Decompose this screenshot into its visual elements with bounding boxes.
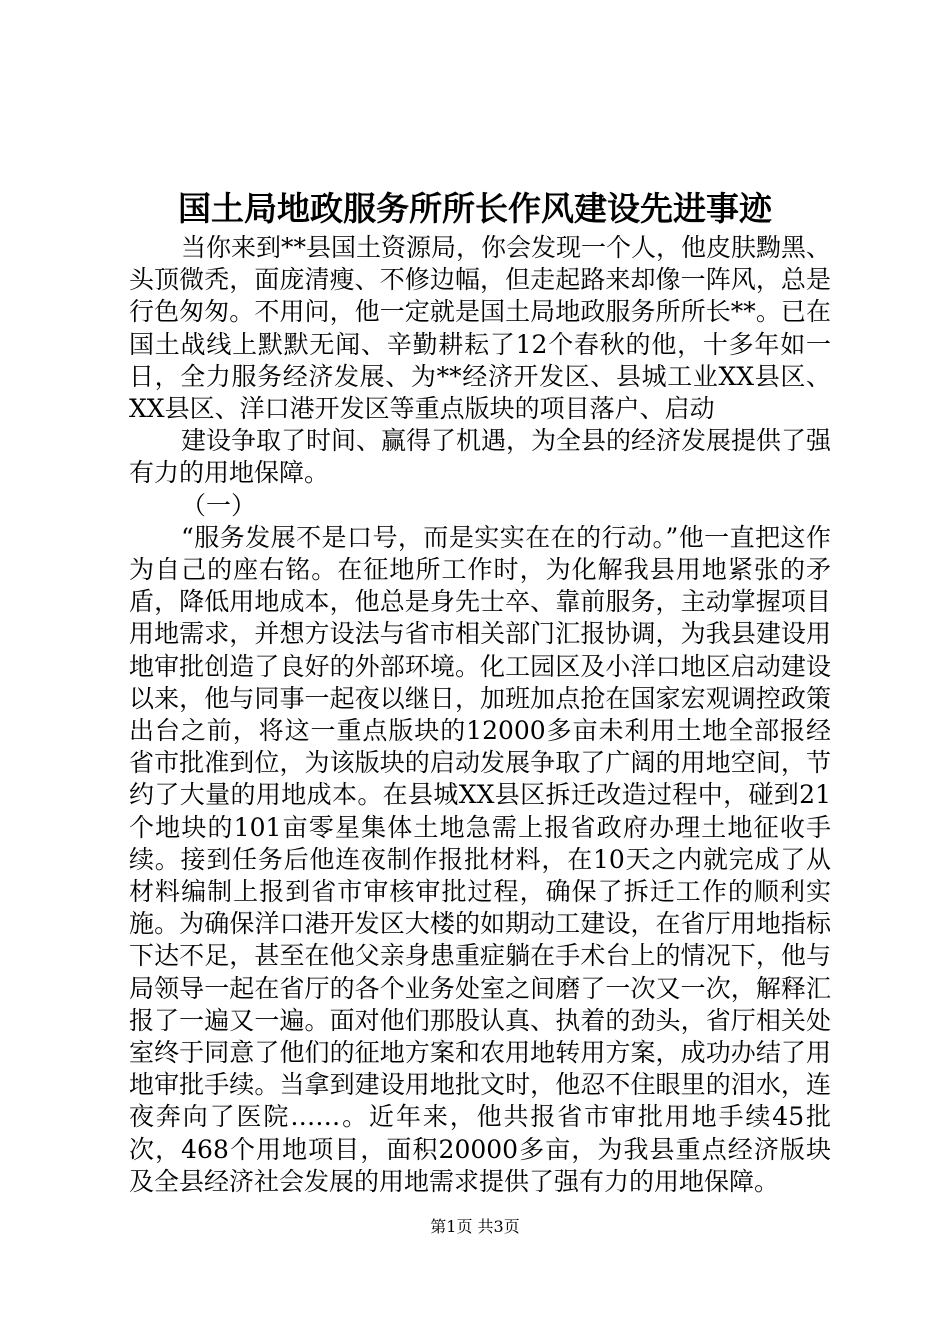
document-body: [129, 232, 831, 1198]
section-heading-one: （一）: [181, 490, 257, 520]
document-title: 国土局地政服务所所长作风建设先进事迹: [178, 189, 772, 228]
paragraph-intro: 当你来到**县国土资源局，你会发现一个人，他皮肤黝黑、头顶微秃，面庞清瘦、不修边幅，但走起路来却像一阵风，总是行色匆匆。不用问，他一定就是国土局地政服务所所长**。已在国土战线上默默无闻、辛勤耕耘了12个春秋的他，十多年如一日，全力服务经济发展、为**经济开发区、县城工业XX县区、XX县区、洋口港开发区等重点版块的项目落户、启动: [129, 233, 832, 424]
paragraph-service-development: “服务发展不是口号，而是实实在在的行动。”他一直把这作为自己的座右铭。在征地所工作时，为化解我县用地紧张的矛盾，降低用地成本，他总是身先士卒、靠前服务，主动掌握项目用地需求，并想方设法与省市相关部门汇报协调，为我县建设用地审批创造了良好的外部环境。化工园区及小洋口地区启动建设以来，他与同事一起夜以继日，加班加点抢在国家宏观调控政策出台之前，将这一重点版块的12000多亩未利用土地全部报经省市批准到位，为该版块的启动发展争取了广阔的用地空间，节约了大量的用地成本。在县城XX县区拆迁改造过程中，碰到21个地块的101亩零星集体土地急需上报省政府办理土地征收手续。接到任务后他连夜制作报批材料，在10天之内就完成了从材料编制上报到省市审核审批过程，确保了拆迁工作的顺利实施。为确保洋口港开发区大楼的如期动工建设，在省厅用地指标下达不足，甚至在他父亲身患重症躺在手术台上的情况下，他与局领导一起在省厅的各个业务处室之间磨了一次又一次，解释汇报了一遍又一遍。面对他们那股认真、执着的劲头，省厅相关处室终于同意了他们的征地方案和农用地转用方案，成功办结了用地审批手续。当拿到建设用地批文时，他忍不住眼里的泪水，连夜奔向了医院……。近年来，他共报省市审批用地手续45批次，468个用地项目，面积20000多亩，为我县重点经济版块及全县经济社会发展的用地需求提供了强有力的用地保障。: [129, 522, 831, 1196]
paragraph-intro-continued: 建设争取了时间、赢得了机遇，为全县的经济发展提供了强有力的用地保障。: [129, 426, 832, 488]
page-footer: 第1页 共3页: [430, 1217, 520, 1236]
